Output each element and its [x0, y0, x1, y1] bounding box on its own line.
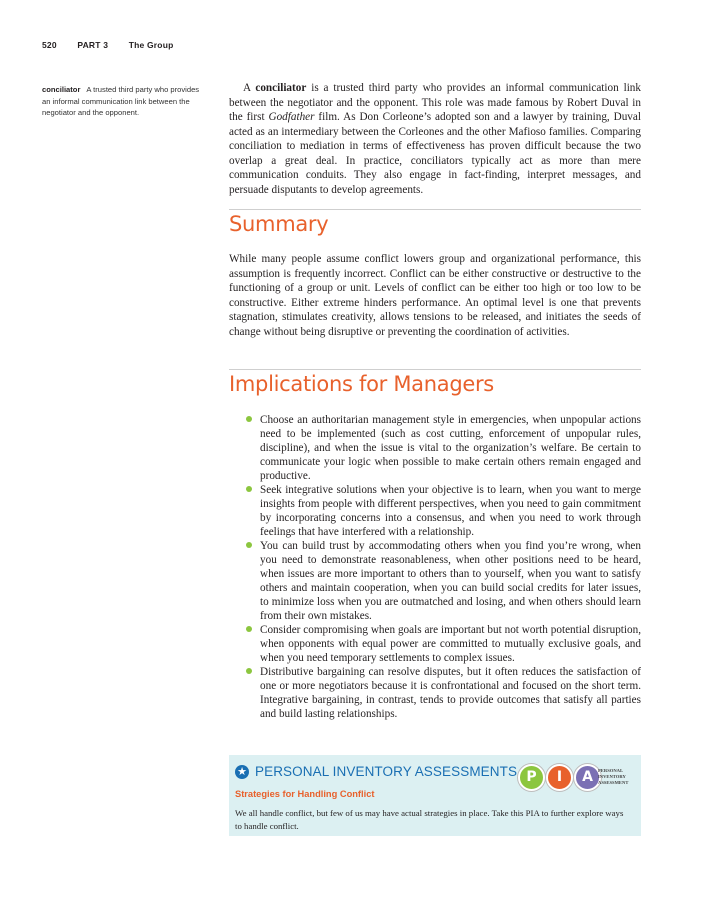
implication-bullet-3 — [229, 539, 641, 623]
intro-text-1: is a trusted third party who provides an informal communication link between the negotiator and the opponent. This role was made famous by Robert Duval in the first — [229, 82, 641, 123]
implication-bullet-4 — [229, 623, 641, 665]
pia-logo-a-icon: A — [574, 764, 601, 791]
pia-logo-i-icon: I — [546, 764, 573, 791]
pia-caption-line: ASSESSMENT — [598, 780, 629, 785]
pia-box[interactable] — [229, 755, 641, 836]
intro-text-2: film. As Don Corleone’s adopted son and a lawyer by training, Duval acted as an intermediary between the Corleones and the other Mafioso families. Comparing conciliation to mediation in terms of effectiveness has proven difficult because the two overlap a great deal. In practice, conciliators typically act as more than mere communication conduits. They also engage in fact-finding, interpret messages, and persuade disputants to develop agreements. — [229, 111, 641, 196]
pia-body-text: We all handle conflict, but few of us may have actual strategies in place. Take this PIA to further explore ways to handle conflict. — [235, 808, 624, 831]
bullet-text: Choose an authoritarian management style in emergencies, when unpopular actions need to be implemented (such as cost cutting, enforcement of unpopular rules, discipline), and when the issue is vital to the organization’s welfare. Be certain to communicate your logic when possible to make certain others remain engaged and productive. — [260, 414, 641, 482]
pia-caption-line: INVENTORY — [598, 774, 626, 779]
summary-divider — [229, 209, 641, 210]
intro-prefix: A — [243, 82, 256, 94]
intro-paragraph — [229, 81, 641, 197]
pia-header — [235, 764, 517, 779]
implication-bullet-1 — [229, 413, 641, 483]
intro-term: conciliator — [255, 82, 307, 94]
implications-divider — [229, 369, 641, 370]
intro-film-title: Godfather — [268, 111, 315, 123]
pia-logo — [518, 764, 602, 791]
implication-bullet-2 — [229, 483, 641, 539]
bullet-dot-icon — [246, 486, 252, 492]
glossary-term: conciliator — [42, 85, 81, 94]
glossary-definition: A trusted third party who provides an informal communication link between the negotiator and the opponent. — [42, 85, 200, 118]
summary-heading: Summary — [229, 212, 329, 236]
bullet-dot-icon — [246, 668, 252, 674]
part-title: The Group — [128, 40, 174, 50]
pia-heading: PERSONAL INVENTORY ASSESSMENTS — [255, 764, 518, 779]
implication-bullet-5 — [229, 665, 641, 721]
bullet-text: Distributive bargaining can resolve disputes, but it often reduces the satisfaction of one or more negotiators because it is confrontational and focused on the short term. Integrative bargaining, in contrast, tends to provide outcomes that satisfy all parties and build lasting relationships. — [260, 666, 641, 720]
page-number: 520 — [42, 40, 57, 50]
pia-caption-line: PERSONAL — [598, 768, 624, 773]
bullet-dot-icon — [246, 626, 252, 632]
running-header — [42, 40, 192, 50]
summary-paragraph — [229, 252, 641, 339]
implications-list-wrapper — [229, 413, 641, 721]
pia-logo-p-icon: P — [518, 764, 545, 791]
pia-subheading[interactable]: Strategies for Handling Conflict — [235, 789, 375, 799]
part-label: PART 3 — [77, 40, 109, 50]
bullet-dot-icon — [246, 416, 252, 422]
implications-list — [229, 413, 641, 721]
implications-heading: Implications for Managers — [229, 372, 494, 396]
bullet-text: Consider compromising when goals are important but not worth potential disruption, when opponents with equal power are committed to mutually exclusive goals, and when you need temporary settlements to complex issues. — [260, 624, 641, 664]
pia-logo-caption — [598, 768, 638, 786]
star-icon: ★ — [235, 765, 249, 779]
bullet-text: You can build trust by accommodating others when you find you’re wrong, when you need to demonstrate reasonableness, when other positions need to be heard, when issues are more important to others than to yourself, when you want to satisfy others and maintain cooperation, when you can build social credits for later issues, to minimize loss when you are outmatched and losing, and when others should learn from their own mistakes. — [260, 540, 641, 622]
bullet-dot-icon — [246, 542, 252, 548]
summary-text: While many people assume conflict lowers group and organizational performance, this assumption is frequently incorrect. Conflict can be either constructive or destructive to the functioning of a group or unit. Levels of conflict can be either too high or too low to be constructive. Either extreme hinders performance. An optimal level is one that prevents stagnation, stimulates creativity, allows tensions to be released, and initiates the seeds of change without being disruptive or preventing the coordination of activities. — [229, 253, 641, 338]
bullet-text: Seek integrative solutions when your objective is to learn, when you want to merge insights from people with different perspectives, when you need to gain commitment by incorporating concerns into a consensus, and when you need to work through feelings that have interfered with a relationship. — [260, 484, 641, 538]
margin-glossary — [42, 84, 202, 119]
